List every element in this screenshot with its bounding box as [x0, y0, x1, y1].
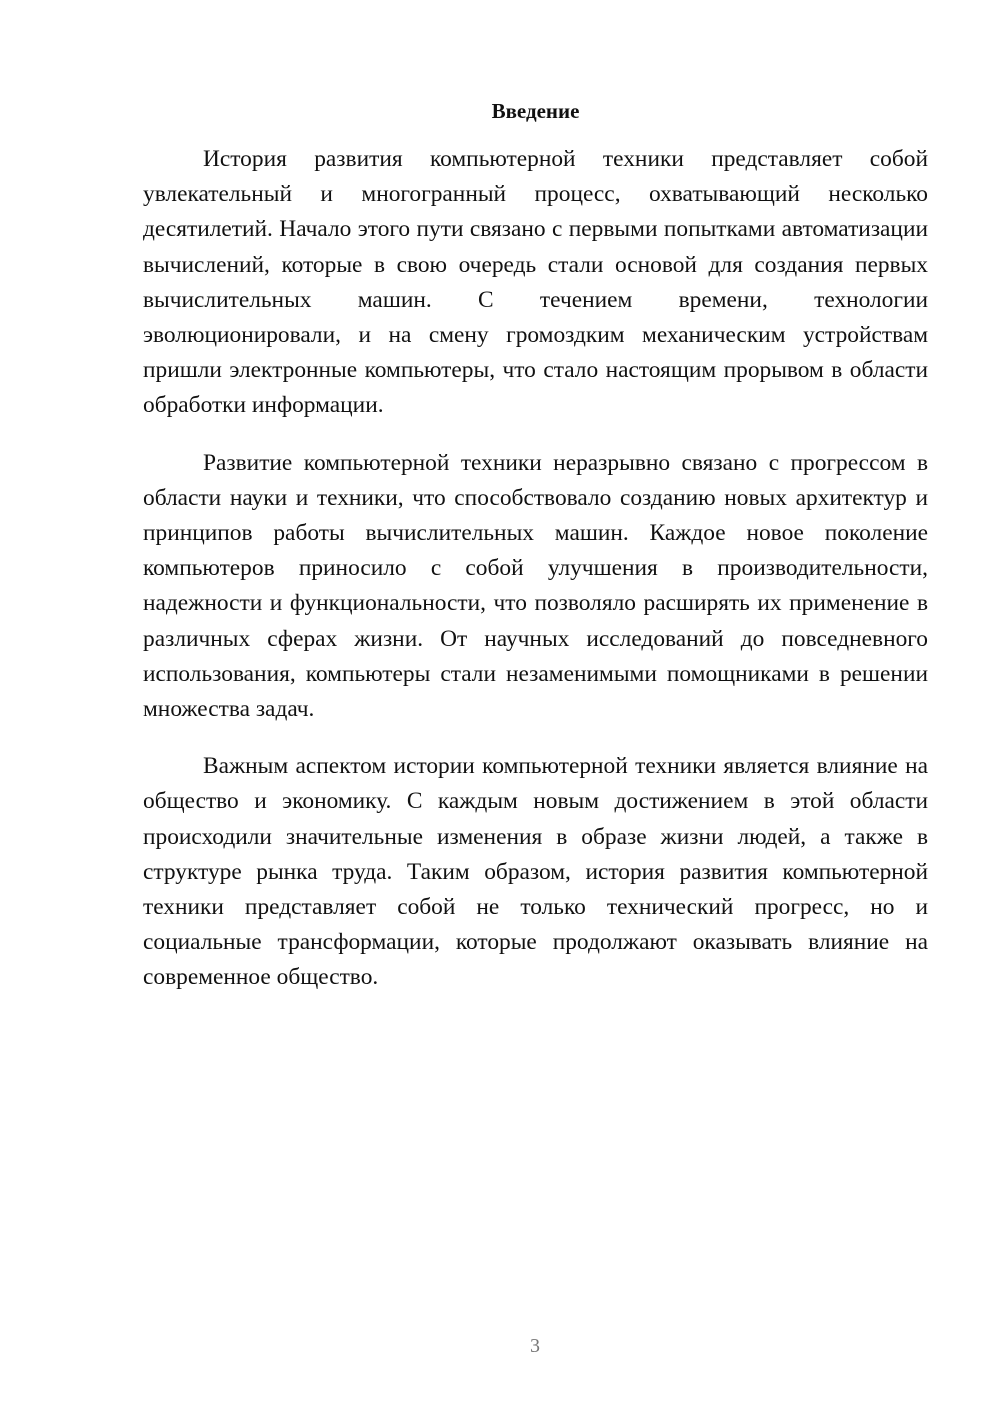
page-content: [143, 96, 928, 1018]
paragraph-1: История развития компьютерной техники представляет собой увлекательный и многогранный процесс, охватывающий несколько десятилетий. Начало этого пути связано с первыми попытками автоматизации вычислений, которые в свою очередь стали основой для создания первых вычислительных машин. С течением времени, технологии эволюционировали, и на смену громоздким механическим устройствам пришли электронные компьютеры, что стало настоящим прорывом в области обработки информации.: [143, 146, 928, 419]
paragraph-3: Важным аспектом истории компьютерной техники является влияние на общество и экономику. С каждым новым достижением в этой области происходили значительные изменения в образе жизни людей, а также в структуре рынка труда. Таким образом, история развития компьютерной техники представляет собой не только технический прогресс, но и социальные трансформации, которые продолжают оказывать влияние на современное общество.: [143, 753, 928, 991]
section-heading: Введение: [491, 99, 580, 123]
page-number: 3: [530, 1335, 540, 1357]
paragraph-2: Развитие компьютерной техники неразрывно связано с прогрессом в области науки и техники, что способствовало созданию новых архитектур и принципов работы вычислительных машин. Каждое новое поколение компьютеров приносило с собой улучшения в производительности, надежности и функциональности, что позволяло расширять их применение в различных сферах жизни. От научных исследований до повседневного использования, компьютеры стали незаменимыми помощниками в решении множества задач.: [143, 449, 928, 723]
